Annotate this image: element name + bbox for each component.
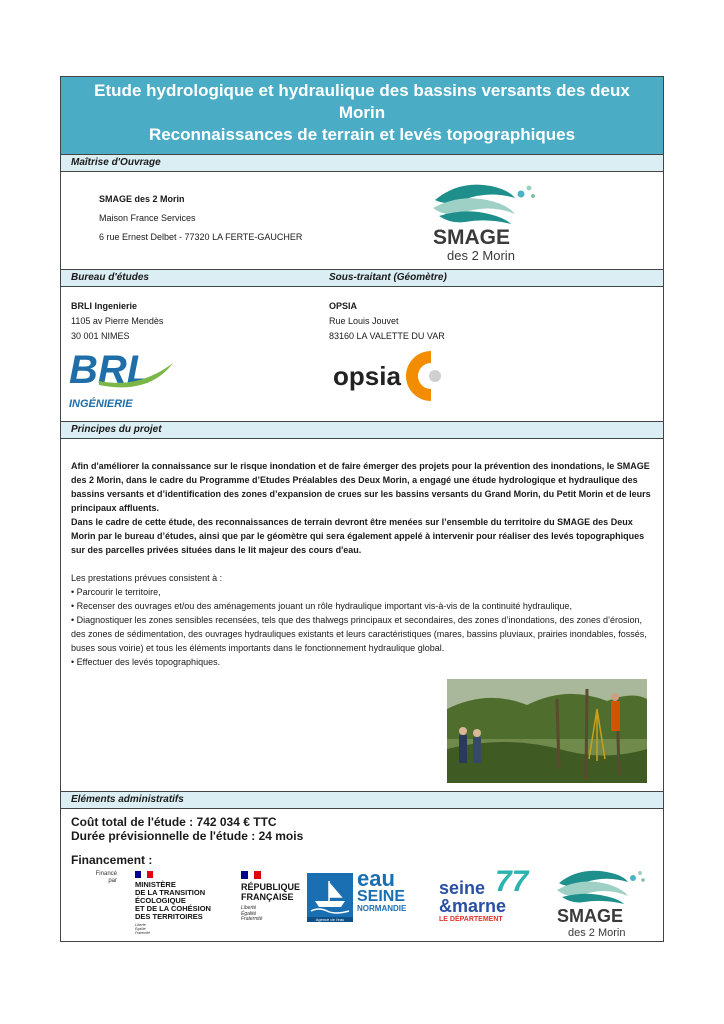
eau-agency-label: Agence de l'eau — [307, 917, 353, 922]
list-item: • Parcourir le territoire, — [71, 587, 161, 597]
subcontractor-heading-label: Sous-traitant (Géomètre) — [329, 272, 447, 283]
contractors-heading — [61, 269, 663, 287]
motto-line: Égalité — [135, 927, 146, 931]
motto-line: Fraternité — [135, 931, 150, 935]
brl-logo-text: BRL — [69, 348, 152, 392]
opsia-logo-text: opsia — [333, 361, 401, 391]
smage-logo-sub: des 2 Morin — [447, 248, 515, 263]
bureau-heading-label: Bureau d'études — [71, 272, 149, 283]
ministry-line: MINISTÈRE — [135, 880, 176, 889]
list-item: • Effectuer des levés topographiques. — [71, 657, 221, 667]
ministry-line: ET DE LA COHÉSION — [135, 904, 211, 913]
study-duration: Durée prévisionnelle de l'étude : 24 mois — [71, 829, 304, 843]
principles-intro-2: Dans le cadre de cette étude, des reconnaissances de terrain devront être menées sur l’ensemble du territoire du SMAGE des Deux Morin par le bureau d’études, ainsi que par le géomètre qui sera également appelé à intervenir pour réaliser des levés topographiques sur des parcelles privées situées dans le lit majeur des cours d'eau. — [71, 517, 645, 555]
republique-line: RÉPUBLIQUE — [241, 882, 301, 892]
motto-line: Égalité — [241, 910, 257, 917]
smage-funder-text: SMAGE — [557, 906, 624, 926]
admin-section — [61, 809, 663, 945]
principles-list-intro: Les prestations prévues consistent à : — [71, 573, 223, 583]
list-item: • Diagnostiquer les zones sensibles recensées, tels que des thalwegs principaux et secondaires, des zones d’inondations, des zones d’érosion, des zones de sédimentation, des ouvrages hydrauliques existants et leurs caractéristiques (mares, bassins pluviaux, prairies inondables, fossés, buses sous voirie) et tous les éléments importants dans le fonctionnement hydraulique global. — [71, 615, 647, 653]
republique-line: FRANÇAISE — [241, 892, 294, 902]
smage-logo — [429, 178, 549, 264]
brl-logo — [69, 345, 179, 411]
ministry-line: ÉCOLOGIQUE — [135, 896, 186, 905]
principles-heading — [61, 421, 663, 439]
smage-funder-logo — [553, 865, 657, 939]
fieldwork-photo — [447, 679, 647, 783]
principles-heading-label: Principes du projet — [71, 424, 162, 435]
title-line-2: Morin — [338, 103, 386, 122]
ministry-line: DE LA TRANSITION — [135, 888, 206, 897]
seine-et-marne-logo — [439, 865, 539, 927]
principles-intro-1: Afin d'améliorer la connaissance sur le risque inondation et de faire émerger des projets pour la prévention des inondations, le SMAGE des 2 Morin, dans le cadre du Programme d’Etudes Préalables des Deux Morin, a engagé une étude hydrologique et hydraulique des bassins versants et d’identification des zones d’expansion de crues sur les bassins versants du Grand Morin, du Petit Morin et de leurs principaux affluents. — [71, 461, 651, 513]
marne-word: &marne — [439, 896, 507, 916]
owner-line3: 6 rue Ernest Delbet - 77320 LA FERTE-GAUCHER — [99, 232, 303, 242]
seine-marne-number: 77 — [495, 865, 529, 898]
fact-sheet — [60, 76, 664, 942]
financing-label: Financement : — [71, 853, 153, 867]
brl-logo-sub: INGÉNIERIE — [69, 398, 133, 410]
bureau-name: BRLI Ingenierie — [71, 301, 138, 311]
owner-name: SMAGE des 2 Morin — [99, 194, 185, 204]
admin-heading — [61, 791, 663, 809]
subcontractor-line2: Rue Louis Jouvet — [329, 316, 399, 326]
eau-seine-normandie-logo — [307, 866, 413, 925]
departement-word: LE DÉPARTEMENT — [439, 916, 503, 923]
principles-section — [61, 439, 663, 791]
ministry-line: DES TERRITOIRES — [135, 912, 203, 921]
normandie-word: NORMANDIE — [357, 904, 407, 913]
owner-section — [61, 172, 663, 269]
ministry-logo — [83, 869, 223, 939]
seine-word: SEINE — [357, 888, 406, 905]
page-title — [61, 77, 663, 154]
subcontractor-name: OPSIA — [329, 301, 358, 311]
flag-icon — [135, 871, 153, 878]
seine-word: seine — [439, 878, 486, 898]
motto-line: Fraternité — [241, 916, 263, 922]
flag-icon — [241, 871, 261, 879]
study-cost: Coût total de l'étude : 742 034 € TTC — [71, 815, 277, 829]
opsia-logo — [331, 349, 457, 403]
contractors-section — [61, 287, 663, 421]
bureau-line2: 1105 av Pierre Mendès — [71, 316, 164, 326]
owner-line2: Maison France Services — [99, 213, 196, 223]
motto-line: Liberté — [241, 905, 257, 911]
admin-heading-label: Eléments administratifs — [71, 794, 184, 805]
list-item: • Recenser des ouvrages et/ou des aménagements jouant un rôle hydraulique important vis-à-vis de la continuité hydraulique, — [71, 601, 572, 611]
smage-logo-text: SMAGE — [433, 226, 511, 249]
smage-funder-sub: des 2 Morin — [568, 927, 626, 939]
boat-icon — [307, 873, 353, 921]
title-line-3: Reconnaissances de terrain et levés topographiques — [148, 125, 576, 144]
title-line-1: Etude hydrologique et hydraulique des bassins versants des deux — [94, 81, 630, 100]
financed-by-label: Financé par — [95, 871, 117, 884]
eau-word: eau — [357, 866, 395, 891]
subcontractor-line3: 83160 LA VALETTE DU VAR — [329, 331, 445, 341]
owner-heading-label: Maîtrise d'Ouvrage — [71, 157, 161, 168]
owner-heading — [61, 154, 663, 172]
bureau-line3: 30 001 NIMES — [71, 331, 130, 341]
republique-logo — [239, 869, 305, 929]
motto-line: Liberté — [135, 923, 146, 927]
